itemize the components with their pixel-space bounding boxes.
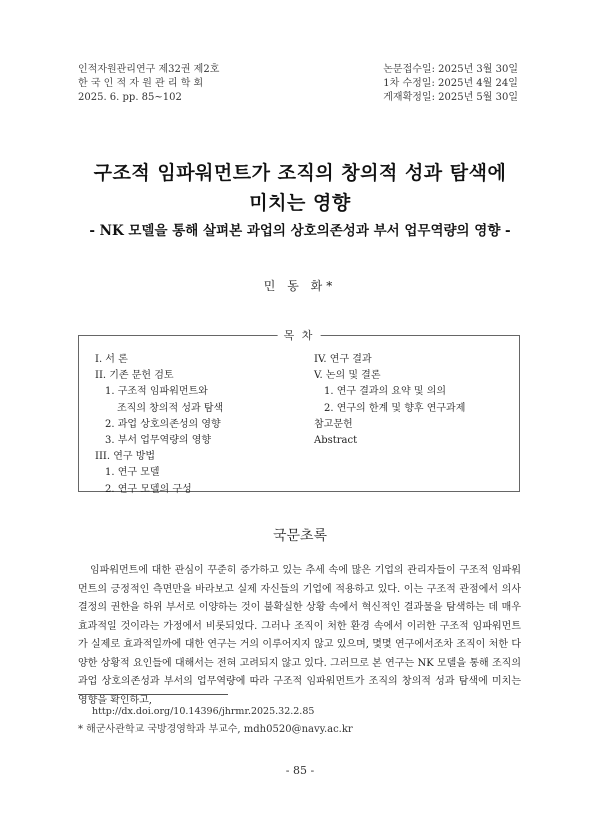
toc-item: 2. 연구 모델의 구성 (105, 483, 192, 495)
toc-right-column (314, 352, 465, 449)
accepted-date: 게재확정일: 2025년 5월 30일 (383, 92, 518, 103)
submission-dates (383, 63, 518, 105)
footnote-divider (78, 694, 228, 695)
toc-item: IV. 연구 결과 (314, 354, 372, 365)
abstract-body: 임파워먼트에 대한 관심이 꾸준히 증가하고 있는 추세 속에 많은 기업의 관리자들이 구조적 임파워먼트의 긍정적인 측면만을 바라보고 실제 자신들의 기업에 적용하고 있다. 이는 구조적 관점에서 의사결정의 권한을 하위 부서로 이양하는 것이 불확실한 상황 속에서 혁신적인 결과물을 탐색하는 데 매우 효과적일 것이라는 가정에서 비롯되었다. 그러나 조직이 처한 환경 속에서 이러한 구조적 임파워먼트가 실제로 효과적일까에 대한 연구는 거의 이루어지지 않고 있으며, 몇몇 연구에서조차 조직이 처한 다양한 상황적 요인들에 대해서는 전혀 고려되지 않고 있다. 그러므로 본 연구는 NK 모델을 통해 조직의 과업 상호의존성과 부서의 업무역량에 따라 구조적 임파워먼트가 조직의 창의적 성과 탐색에 미치는 영향을 확인하고, (78, 565, 521, 706)
toc-item: 조직의 창의적 성과 탐색 (117, 402, 224, 414)
paper-title-line2: 미치는 영향 (249, 192, 351, 214)
toc-item: 참고문헌 (314, 418, 353, 430)
doi-link[interactable]: http://dx.doi.org/10.14396/jhrmr.2025.32.2.85 (92, 706, 315, 717)
toc-item: Abstract (314, 435, 358, 447)
abstract-heading: 국문초록 (272, 528, 328, 544)
toc-left-column (95, 352, 223, 498)
toc-item: II. 기존 문헌 검토 (95, 370, 174, 382)
issue-pages: 2025. 6. pp. 85~102 (78, 92, 182, 103)
revised-date: 1차 수정일: 2025년 4월 24일 (383, 78, 518, 89)
journal-name: 인적자원관리연구 제32권 제2호 (78, 64, 220, 75)
page-number: - 85 - (285, 764, 315, 777)
toc-item: 3. 부서 업무역량의 영향 (105, 435, 212, 447)
toc-item: V. 논의 및 결론 (314, 370, 381, 382)
toc-item: 1. 연구 모델 (105, 467, 160, 479)
society-name: 한 국 인 적 자 원 관 리 학 회 (78, 78, 204, 89)
toc-item: 2. 과업 상호의존성의 영향 (105, 418, 221, 430)
journal-info (78, 63, 219, 105)
paper-title-line1: 구조적 임파워먼트가 조직의 창의적 성과 탐색에 (93, 162, 507, 184)
toc-item: 1. 구조적 임파워먼트와 (105, 386, 208, 398)
toc-item: I. 서 론 (95, 354, 128, 365)
toc-item: 2. 연구의 한계 및 향후 연구과제 (324, 402, 466, 414)
toc-item: 1. 연구 결과의 요약 및 의의 (324, 386, 447, 398)
toc-item: III. 연구 방법 (95, 451, 156, 463)
received-date: 논문접수일: 2025년 3월 30일 (383, 64, 518, 75)
paper-subtitle: - NK 모델을 통해 살펴본 과업의 상호의존성과 부서 업무역량의 영향 - (89, 223, 511, 239)
table-of-contents (78, 329, 520, 495)
author-affiliation: * 해군사관학교 국방경영학과 부교수, mdh0520@navy.ac.kr (78, 724, 353, 735)
author-name: 민 동 화* (263, 279, 337, 293)
toc-heading: 목 차 (278, 327, 321, 343)
